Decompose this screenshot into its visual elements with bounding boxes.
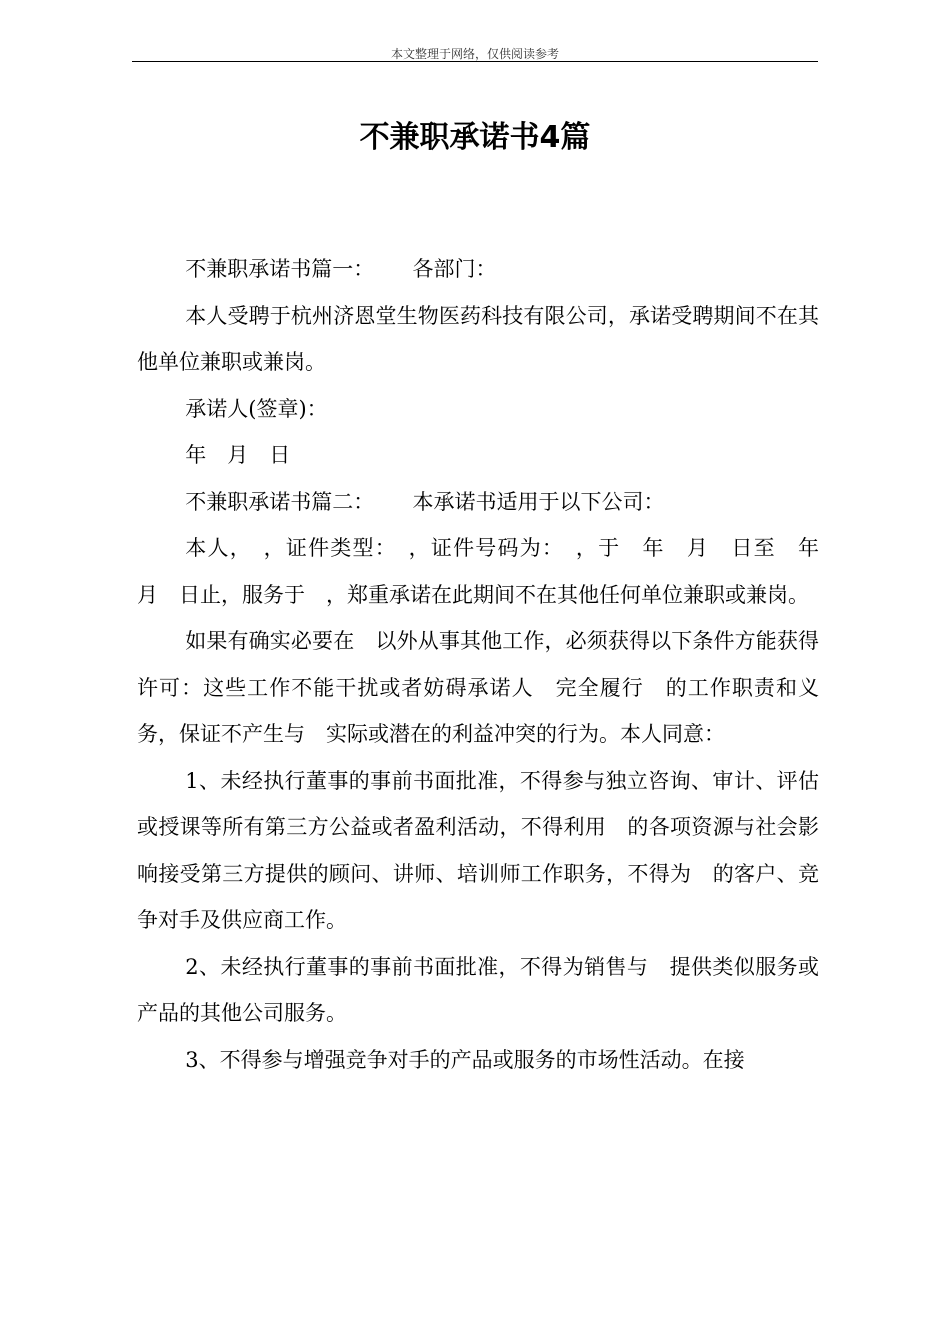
paragraph-clause-3: 3、不得参与增强竞争对手的产品或服务的市场性活动。在接 bbox=[185, 1047, 745, 1072]
document-body bbox=[137, 246, 840, 1083]
paragraph-section-two-heading: 不兼职承诺书篇二： 本承诺书适用于以下公司： bbox=[185, 489, 665, 514]
paragraph-commitment-two: 本人， ，证件类型： ，证件号码为： ，于 年 月 日至 年 月 日止，服务于 ，郑重承诺在此期间不在其他任何单位兼职或兼岗。 bbox=[137, 536, 840, 607]
header-divider bbox=[132, 61, 818, 62]
paragraph-commitment-one: 本人受聘于杭州济恩堂生物医药科技有限公司，承诺受聘期间不在其他单位兼职或兼岗。 bbox=[137, 303, 819, 374]
paragraph-date-line: 年 月 日 bbox=[185, 443, 291, 467]
paragraph-clause-1: 1、未经执行董事的事前书面批准，不得参与独立咨询、审计、评估或授课等所有第三方公益或者盈利活动，不得利用 的各项资源与社会影响接受第三方提供的顾问、讲师、培训师工作职务，不得为 的客户、竞争对手及供应商工作。 bbox=[137, 768, 819, 932]
page-header-note: 本文整理于网络，仅供阅读参考 bbox=[390, 47, 559, 61]
paragraph-section-one-heading: 不兼职承诺书篇一： 各部门： bbox=[185, 257, 497, 281]
paragraph-clause-2: 2、未经执行董事的事前书面批准，不得为销售与 提供类似服务或产品的其他公司服务。 bbox=[137, 954, 819, 1025]
paragraph-conditions: 如果有确实必要在 以外从事其他工作，必须获得以下条件方能获得许可：这些工作不能干扰或者妨碍承诺人 完全履行 的工作职责和义务，保证不产生与 实际或潜在的利益冲突的行为。本人同意： bbox=[137, 629, 819, 746]
paragraph-signature-line: 承诺人(签章)： bbox=[185, 396, 328, 421]
document-title: 不兼职承诺书4篇 bbox=[359, 120, 591, 155]
